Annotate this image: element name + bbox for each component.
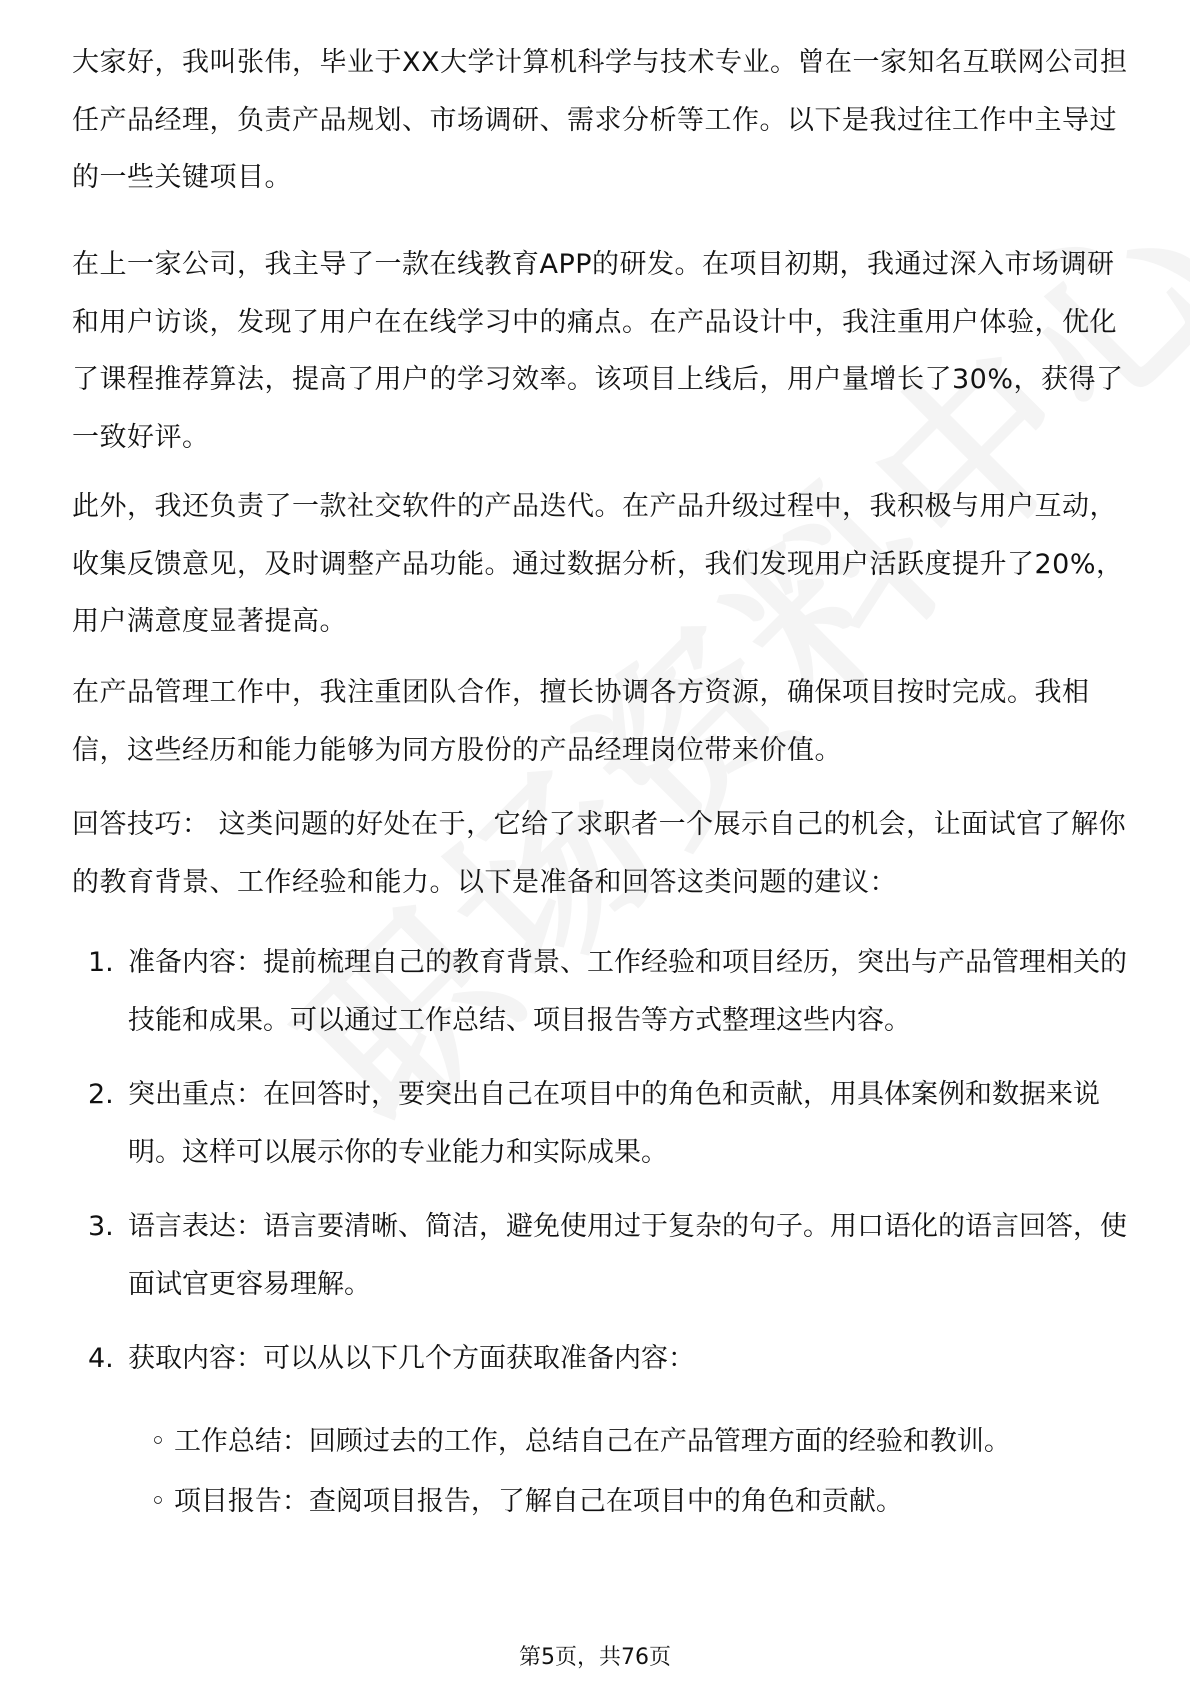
sub-list-item	[150, 1413, 1110, 1471]
list-text: 获取内容：可以从以下几个方面获取准备内容：	[128, 1343, 695, 1374]
sub-list-text: 项目报告：查阅项目报告，了解自己在项目中的角色和贡献。	[173, 1486, 903, 1517]
paragraph-project-social: 此外，我还负责了一款社交软件的产品迭代。在产品升级过程中，我积极与用户互动，收集反馈意见，及时调整产品功能。通过数据分析，我们发现用户活跃度提升了20%，用户满意度显著提高。	[72, 491, 1124, 637]
list-number: 1.	[88, 947, 114, 978]
sub-list-text: 工作总结：回顾过去的工作，总结自己在产品管理方面的经验和教训。	[173, 1426, 1011, 1457]
paragraph-project-education: 在上一家公司，我主导了一款在线教育APP的研发。在项目初期，我通过深入市场调研和用户访谈，发现了用户在在线学习中的痛点。在产品设计中，我注重用户体验，优化了课程推荐算法，提高了用户的学习效率。该项目上线后，用户量增长了30%，获得了一致好评。	[72, 249, 1124, 453]
bullet-icon: ◦	[150, 1426, 166, 1457]
paragraph-teamwork: 在产品管理工作中，我注重团队合作，擅长协调各方资源，确保项目按时完成。我相信，这些经历和能力能够为同方股份的产品经理岗位带来价值。	[72, 677, 1090, 766]
list-number: 3.	[88, 1211, 114, 1242]
paragraph-intro: 大家好，我叫张伟，毕业于XX大学计算机科学与技术专业。曾在一家知名互联网公司担任产品经理，负责产品规划、市场调研、需求分析等工作。以下是我过往工作中主导过的一些关键项目。	[72, 47, 1128, 193]
sub-list-item	[150, 1473, 1110, 1531]
list-item	[88, 1066, 1128, 1186]
list-number: 4.	[88, 1343, 114, 1374]
list-item	[88, 934, 1128, 1054]
bullet-icon: ◦	[150, 1486, 166, 1517]
list-text: 语言表达：语言要清晰、简洁，避免使用过于复杂的句子。用口语化的语言回答，使面试官更容易理解。	[128, 1211, 1127, 1300]
list-item	[88, 1330, 1128, 1390]
list-text: 突出重点：在回答时，要突出自己在项目中的角色和贡献，用具体案例和数据来说明。这样可以展示你的专业能力和实际成果。	[128, 1079, 1100, 1168]
list-number: 2.	[88, 1079, 114, 1110]
page-footer: 第5页，共76页	[519, 1645, 671, 1670]
list-item	[88, 1198, 1128, 1318]
list-text: 准备内容：提前梳理自己的教育背景、工作经验和项目经历，突出与产品管理相关的技能和成果。可以通过工作总结、项目报告等方式整理这些内容。	[128, 947, 1127, 1036]
paragraph-answer-tips: 回答技巧： 这类问题的好处在于，它给了求职者一个展示自己的机会，让面试官了解你的教育背景、工作经验和能力。以下是准备和回答这类问题的建议：	[72, 809, 1127, 898]
